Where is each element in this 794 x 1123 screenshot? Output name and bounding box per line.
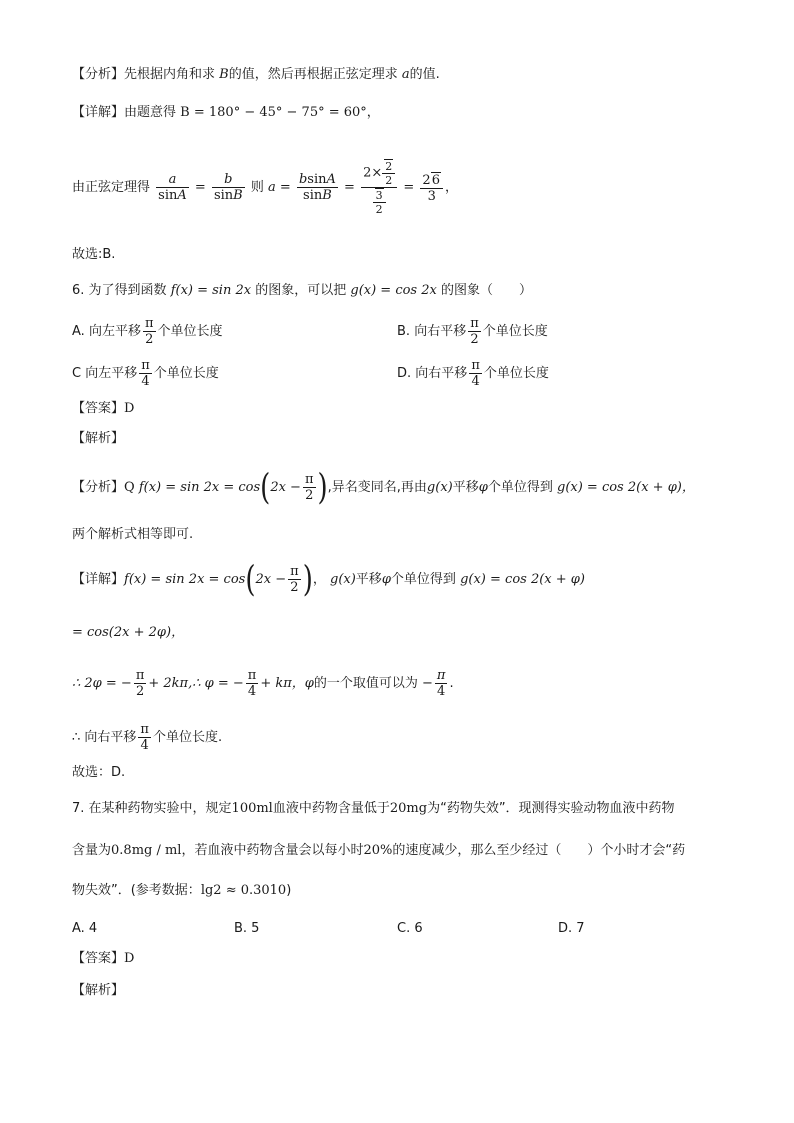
q7-option-d[interactable]: D. 7 [558, 921, 585, 936]
answer-choice-q6: 故选：D. [72, 765, 126, 780]
question-7-line-2: 含量为0.8mg / ml，若血液中药物含量会以每小时20%的速度减少，那么至少经过（ ）个小时才会“药 [72, 843, 686, 858]
fraction-bsinA-over-sinB: $\frac{bsinA}{\sin B}$ [298, 172, 336, 203]
q7-option-b[interactable]: B. 5 [234, 921, 260, 936]
answer-choice-q5: 故选:B. [72, 247, 116, 262]
q7-option-a[interactable]: A. 4 [72, 921, 98, 936]
detail-line-q6: 【详解】f(x) = sin 2x = cos(2x − $\frac{\pi}{2}$ )， g(x)平移φ个单位得到 g(x) = cos 2(x + φ) [72, 559, 585, 600]
answer-line-q6: 【答案】D [72, 401, 135, 416]
detail-label: 【详解】 [72, 105, 125, 120]
fraction-a-over-sinA: $\frac{a}{\sin A}$ [158, 172, 187, 203]
analysis-line-q5: 【分析】先根据内角和求 B的值，然后再根据正弦定理求 a的值. [72, 67, 440, 82]
equation-line-q6: = cos(2x + 2φ)， [72, 625, 185, 640]
solution-line-q6: ∴ 2φ = − $\frac{\pi}{2}$ + 2kπ,∴ φ = − $\frac{\pi}{4}$ + kπ，φ的一个取值可以为 − $\frac{\pi}{4}$ . [72, 668, 454, 699]
answer-label: 【答案】 [72, 401, 125, 416]
explain-label-q7: 【解析】 [72, 983, 125, 998]
option-d[interactable]: D. 向右平移 $\frac{\pi}{4}$ 个单位长度 [397, 358, 549, 389]
answer-line-q7: 【答案】D [72, 951, 135, 966]
conclusion-line-q6: ∴ 向右平移 $\frac{\pi}{4}$ 个单位长度. [72, 722, 223, 753]
law-of-sines-line: 由正弦定理得 $\frac{a}{\sin A}$ = $\frac{b}{\sin B}$ 则 a = $\frac{bsinA}{\sin B}$ = 2× $\frac{2}{2}$ $\frac{3}{2}$ = $\frac{26}{3}$ ， [72, 160, 458, 216]
analysis-line-q6: 【分析】Q f(x) = sin 2x = cos(2x − $\frac{\pi}{2}$ ),异名变同名,再由g(x)平移φ个单位得到 g(x) = cos 2(x + φ)， [72, 467, 695, 508]
q7-option-c[interactable]: C. 6 [397, 921, 423, 936]
option-a[interactable]: A. 向左平移 $\frac{\pi}{2}$ 个单位长度 [72, 316, 223, 347]
question-6-stem: 6. 为了得到函数 f(x) = sin 2x 的图象，可以把 g(x) = cos 2x 的图象（ ） [72, 283, 532, 298]
detail-line-q5: 【详解】由题意得 B = 180° − 45° − 75° = 60°， [72, 105, 380, 120]
analysis-label: 【分析】 [72, 67, 125, 82]
analysis-line-q6-cont: 两个解析式相等即可. [72, 527, 194, 542]
fraction-b-over-sinB: $\frac{b}{\sin B}$ [213, 172, 243, 203]
explain-label-q6: 【解析】 [72, 431, 125, 446]
question-7-line-1: 7. 在某种药物实验中，规定100ml血液中药物含量低于20mg为“药物失效”．现测得实验动物血液中药物 [72, 801, 675, 816]
question-7-line-3: 物失效”．(参考数据：lg2 ≈ 0.3010) [72, 883, 292, 898]
option-c[interactable]: C 向左平移 $\frac{\pi}{4}$ 个单位长度 [72, 358, 219, 389]
option-b[interactable]: B. 向右平移 $\frac{\pi}{2}$ 个单位长度 [397, 316, 548, 347]
fraction-compound: 2× $\frac{2}{2}$ $\frac{3}{2}$ [361, 159, 397, 216]
fraction-result: $\frac{26}{3}$ [420, 172, 443, 204]
